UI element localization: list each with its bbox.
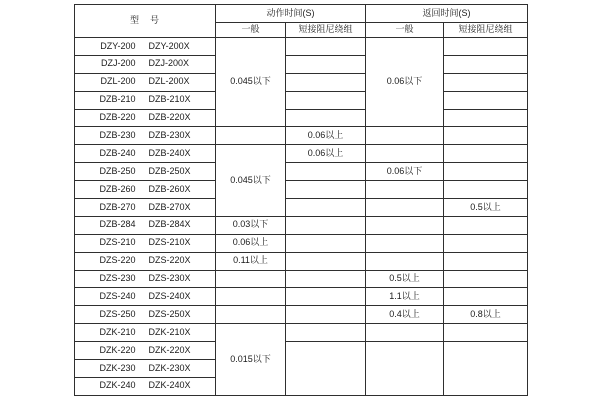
act-damp-cell [286, 324, 366, 342]
model-x-variant-label: DZL-200X [148, 76, 190, 87]
spec-table [74, 4, 528, 396]
table-row [75, 252, 528, 270]
model-base-label: DZB-210 [99, 94, 136, 105]
act-damp-cell [286, 216, 366, 234]
model-base-label: DZK-220 [99, 344, 136, 355]
model-base-label: DZL-200 [100, 76, 136, 87]
table-row [75, 234, 528, 252]
model-x-variant-label: DZB-230X [148, 129, 191, 140]
table-row [75, 199, 528, 217]
act-gen-cell: 0.11以上 [216, 252, 286, 270]
act-damp-cell [286, 342, 366, 396]
table-row [75, 109, 528, 127]
ret-gen-cell [366, 181, 444, 199]
ret-damp-cell [444, 342, 528, 396]
ret-gen-cell [366, 324, 444, 342]
act-damp-cell: 0.06以上 [286, 145, 366, 163]
model-x-variant-label: DZK-220X [148, 344, 191, 355]
ret-gen-cell: 0.5以上 [366, 270, 444, 288]
ret-damp-cell [444, 163, 528, 181]
model-cell [75, 181, 216, 199]
model-x-variant-label: DZB-284X [148, 219, 191, 230]
model-x-variant-label: DZB-260X [148, 183, 191, 194]
model-cell [75, 324, 216, 342]
ret-damp-cell [444, 252, 528, 270]
act-gen-cell: 0.045以下 [216, 145, 286, 217]
model-base-label: DZS-220 [99, 255, 136, 266]
model-base-label: DZB-260 [99, 183, 136, 194]
table-row [75, 73, 528, 91]
model-cell [75, 163, 216, 181]
action-time-group-header: 动作时间(S) [216, 5, 366, 23]
model-x-variant-label: DZK-210X [148, 326, 191, 337]
model-x-variant-label: DZB-240X [148, 147, 191, 158]
model-base-label: DZJ-200 [100, 58, 136, 69]
spec-table-header [75, 5, 528, 38]
ret-gen-cell: 1.1以上 [366, 288, 444, 306]
model-cell [75, 145, 216, 163]
model-column-header: 型 号 [75, 5, 216, 38]
ret-damp-cell [444, 109, 528, 127]
act-damp-cell [286, 252, 366, 270]
model-cell [75, 360, 216, 378]
table-row [75, 288, 528, 306]
model-x-variant-label: DZB-220X [148, 112, 191, 123]
ret-gen-cell [366, 234, 444, 252]
model-base-label: DZK-210 [99, 326, 136, 337]
table-row [75, 181, 528, 199]
ret-damp-cell [444, 234, 528, 252]
act-damp-cell [286, 234, 366, 252]
ret-gen-cell [366, 252, 444, 270]
ret-damp-cell [444, 38, 528, 56]
act-gen-cell: 0.045以下 [216, 38, 286, 127]
ret-damp-cell: 0.8以上 [444, 306, 528, 324]
model-base-label: DZS-210 [99, 237, 136, 248]
table-row [75, 127, 528, 145]
model-cell [75, 342, 216, 360]
model-x-variant-label: DZK-240X [148, 380, 191, 391]
model-x-variant-label: DZB-250X [148, 165, 191, 176]
model-cell [75, 306, 216, 324]
act-damp-cell [286, 55, 366, 73]
act-gen-cell: 0.03以下 [216, 216, 286, 234]
act-damp-cell [286, 306, 366, 324]
act-gen-cell: 0.06以上 [216, 234, 286, 252]
model-cell [75, 199, 216, 217]
model-x-variant-label: DZY-200X [148, 40, 190, 51]
model-cell [75, 127, 216, 145]
act-damp-cell [286, 288, 366, 306]
model-x-variant-label: DZS-220X [148, 255, 191, 266]
model-cell [75, 252, 216, 270]
table-row [75, 342, 528, 360]
act-damp-cell [286, 109, 366, 127]
model-base-label: DZK-230 [99, 362, 136, 373]
ret-gen-cell [366, 342, 444, 396]
model-cell [75, 55, 216, 73]
model-x-variant-label: DZS-210X [148, 237, 191, 248]
ret-gen-cell: 0.4以上 [366, 306, 444, 324]
header-row-groups [75, 5, 528, 23]
model-x-variant-label: DZS-250X [148, 308, 191, 319]
ret-damp-cell [444, 216, 528, 234]
ret-damp-cell [444, 127, 528, 145]
model-x-variant-label: DZS-240X [148, 290, 191, 301]
ret-damp-cell [444, 55, 528, 73]
act-damp-cell [286, 270, 366, 288]
act-damp-cell [286, 38, 366, 56]
model-cell [75, 288, 216, 306]
model-base-label: DZB-230 [99, 129, 136, 140]
model-cell [75, 377, 216, 395]
model-base-label: DZB-250 [99, 165, 136, 176]
ret-gen-cell [366, 145, 444, 163]
ret-gen-cell [366, 127, 444, 145]
ret-gen-cell [366, 199, 444, 217]
ret-damp-cell [444, 181, 528, 199]
return-damping-winding-header: 短接阻尼绕组 [444, 23, 528, 38]
ret-gen-cell: 0.06以下 [366, 38, 444, 127]
ret-damp-cell [444, 324, 528, 342]
table-row [75, 216, 528, 234]
ret-damp-cell [444, 270, 528, 288]
table-row [75, 306, 528, 324]
ret-damp-cell: 0.5以上 [444, 199, 528, 217]
act-gen-cell [216, 270, 286, 288]
ret-gen-cell: 0.06以下 [366, 163, 444, 181]
action-general-header: 一般 [216, 23, 286, 38]
model-cell [75, 38, 216, 56]
model-base-label: DZB-240 [99, 147, 136, 158]
model-base-label: DZS-240 [99, 290, 136, 301]
table-row [75, 270, 528, 288]
model-x-variant-label: DZS-230X [148, 273, 191, 284]
model-x-variant-label: DZB-270X [148, 201, 191, 212]
model-cell [75, 73, 216, 91]
act-gen-cell [216, 127, 286, 145]
act-damp-cell [286, 91, 366, 109]
return-time-group-header: 返回时间(S) [366, 5, 528, 23]
model-base-label: DZK-240 [99, 380, 136, 391]
act-gen-cell [216, 288, 286, 306]
model-cell [75, 91, 216, 109]
model-base-label: DZS-250 [99, 308, 136, 319]
model-base-label: DZS-230 [99, 273, 136, 284]
table-row [75, 38, 528, 56]
table-row [75, 55, 528, 73]
model-x-variant-label: DZB-210X [148, 94, 191, 105]
model-base-label: DZY-200 [100, 40, 136, 51]
ret-damp-cell [444, 145, 528, 163]
model-cell [75, 216, 216, 234]
model-cell [75, 270, 216, 288]
table-row [75, 91, 528, 109]
model-base-label: DZB-220 [99, 112, 136, 123]
ret-damp-cell [444, 73, 528, 91]
ret-damp-cell [444, 91, 528, 109]
return-general-header: 一般 [366, 23, 444, 38]
model-x-variant-label: DZK-230X [148, 362, 191, 373]
model-base-label: DZB-284 [99, 219, 136, 230]
act-damp-cell: 0.06以上 [286, 127, 366, 145]
act-damp-cell [286, 163, 366, 181]
table-row [75, 145, 528, 163]
act-damp-cell [286, 199, 366, 217]
act-gen-cell: 0.015以下 [216, 324, 286, 396]
model-cell [75, 109, 216, 127]
act-damp-cell [286, 181, 366, 199]
ret-gen-cell [366, 216, 444, 234]
ret-damp-cell [444, 288, 528, 306]
model-cell [75, 234, 216, 252]
action-damping-winding-header: 短接阻尼绕组 [286, 23, 366, 38]
table-row [75, 324, 528, 342]
model-base-label: DZB-270 [99, 201, 136, 212]
table-row [75, 163, 528, 181]
spec-table-body [75, 38, 528, 396]
act-damp-cell [286, 73, 366, 91]
model-x-variant-label: DZJ-200X [148, 58, 190, 69]
act-gen-cell [216, 306, 286, 324]
